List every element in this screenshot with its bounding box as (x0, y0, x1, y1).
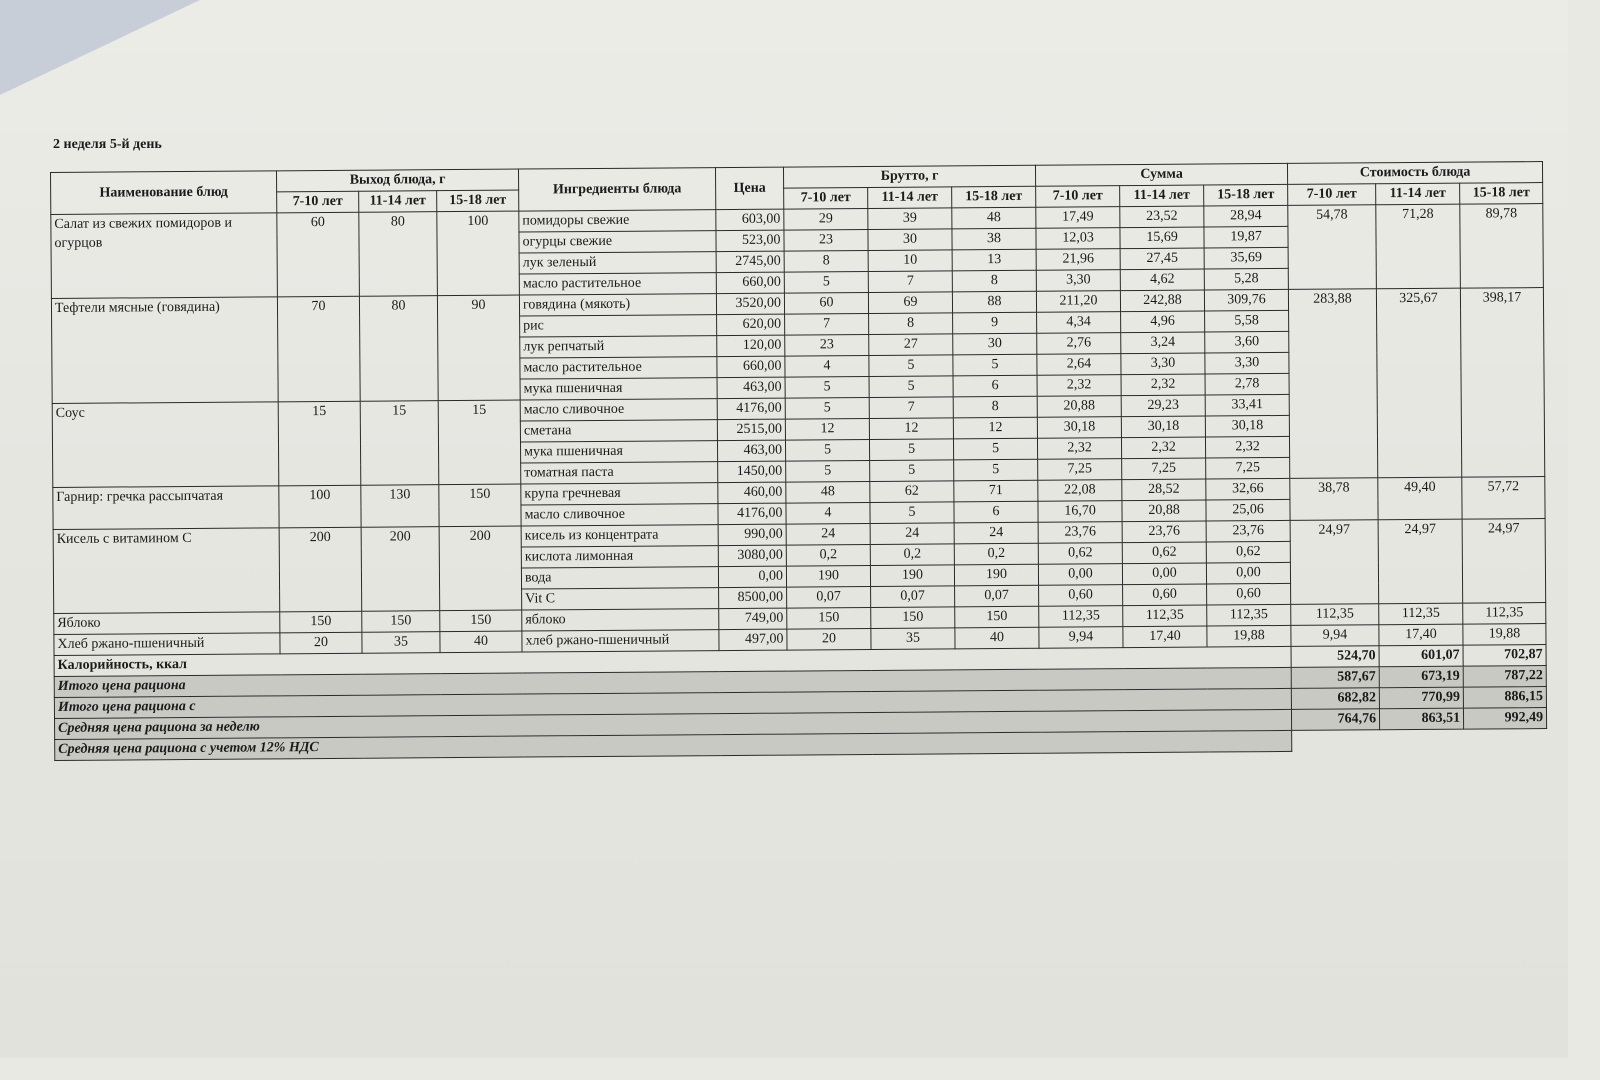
ingredient-brutto: 0,2 (870, 544, 954, 566)
ingredient-price: 460,00 (718, 482, 786, 503)
ingredient-name: кислота лимонная (521, 546, 718, 568)
ingredient-brutto: 5 (953, 354, 1037, 376)
header-age-yield-0: 7-10 лет (277, 191, 359, 213)
ingredient-price: 3080,00 (718, 545, 786, 566)
summary-value: 770,99 (1379, 687, 1463, 709)
ingredient-price: 463,00 (717, 377, 785, 398)
ingredient-sum: 23,76 (1038, 522, 1122, 544)
menu-table (50, 161, 1547, 761)
ingredient-brutto: 88 (952, 291, 1036, 313)
ingredient-price: 990,00 (718, 524, 786, 545)
dish-cost: 112,35 (1379, 603, 1463, 625)
ingredient-name: масло сливочное (520, 399, 717, 421)
summary-value: 886,15 (1463, 687, 1546, 709)
ingredient-price: 0,00 (718, 566, 786, 587)
header-age-yield-1: 11-14 лет (359, 191, 437, 213)
ingredient-sum: 3,24 (1121, 332, 1205, 354)
ingredient-brutto: 190 (870, 565, 954, 587)
summary-value: 601,07 (1379, 645, 1463, 667)
ingredient-price: 4176,00 (717, 398, 785, 419)
header-brutto: Брутто, г (783, 165, 1035, 188)
ingredient-brutto: 23 (784, 230, 868, 252)
ingredient-sum: 5,28 (1204, 268, 1288, 290)
ingredient-sum: 17,49 (1036, 207, 1120, 229)
ingredient-sum: 3,60 (1205, 331, 1289, 353)
ingredient-price: 749,00 (719, 608, 787, 629)
ingredient-brutto: 6 (953, 375, 1037, 397)
ingredient-sum: 3,30 (1036, 270, 1120, 292)
ingredient-brutto: 8 (952, 270, 1036, 292)
dish-yield: 200 (279, 527, 362, 612)
ingredient-price: 660,00 (717, 356, 785, 377)
ingredient-price: 497,00 (719, 629, 787, 650)
ingredient-sum: 20,88 (1037, 396, 1121, 418)
ingredient-sum: 2,64 (1037, 354, 1121, 376)
ingredient-sum: 112,35 (1039, 606, 1123, 628)
menu-sheet (50, 161, 1547, 761)
ingredient-brutto: 13 (952, 249, 1036, 271)
ingredient-name: масло растительное (519, 273, 716, 295)
summary-value: 682,82 (1291, 688, 1379, 710)
ingredient-sum: 23,52 (1120, 206, 1204, 228)
dish-cost: 89,78 (1460, 204, 1544, 289)
ingredient-sum: 0,00 (1122, 563, 1206, 585)
ingredient-sum: 20,88 (1122, 500, 1206, 522)
ingredient-sum: 7,25 (1206, 457, 1290, 479)
dish-cost: 112,35 (1291, 604, 1379, 626)
ingredient-sum: 2,32 (1121, 374, 1205, 396)
ingredient-brutto: 8 (784, 251, 868, 273)
ingredient-brutto: 5 (869, 439, 953, 461)
dish-cost: 49,40 (1378, 477, 1462, 520)
dish-cost: 112,35 (1463, 603, 1546, 625)
dish-cost: 398,17 (1460, 288, 1544, 478)
ingredient-sum: 0,60 (1039, 585, 1123, 607)
ingredient-sum: 30,18 (1121, 416, 1205, 438)
header-age-brutto-0: 7-10 лет (784, 188, 868, 210)
dish-yield: 15 (278, 401, 361, 486)
dish-cost: 19,88 (1463, 624, 1546, 646)
ingredient-sum: 2,32 (1037, 375, 1121, 397)
ingredient-brutto: 12 (785, 419, 869, 441)
ingredient-name: яблоко (522, 609, 719, 631)
dish-yield: 60 (277, 212, 360, 297)
ingredient-sum: 35,69 (1204, 247, 1288, 269)
ingredient-brutto: 5 (870, 502, 954, 524)
ingredient-sum: 2,76 (1037, 333, 1121, 355)
dish-cost: 24,97 (1378, 519, 1463, 604)
ingredient-price: 523,00 (716, 230, 784, 251)
ingredient-price: 8500,00 (719, 587, 787, 608)
dish-cost: 57,72 (1462, 477, 1545, 520)
ingredient-name: сметана (520, 420, 717, 442)
summary-label: Итого цена рациона (54, 667, 1291, 697)
ingredient-brutto: 48 (786, 481, 870, 503)
ingredient-name: лук репчатый (520, 336, 717, 358)
ingredient-sum: 0,62 (1122, 542, 1206, 564)
dish-yield: 90 (437, 295, 520, 401)
header-age-yield-2: 15-18 лет (437, 190, 519, 212)
ingredient-brutto: 150 (787, 607, 871, 629)
ingredient-sum: 28,52 (1122, 479, 1206, 501)
dish-cost: 9,94 (1291, 625, 1379, 647)
ingredient-brutto: 39 (868, 208, 952, 230)
dish-cost: 24,97 (1290, 520, 1379, 605)
ingredient-price: 463,00 (718, 440, 786, 461)
dish-yield: 100 (279, 485, 361, 528)
ingredient-sum: 211,20 (1036, 291, 1120, 313)
header-age-cost-2: 15-18 лет (1460, 183, 1543, 205)
dish-yield: 15 (360, 401, 439, 486)
ingredient-brutto: 5 (785, 398, 869, 420)
dish-name: Хлеб ржано-пшеничный (54, 633, 280, 656)
summary-value: 524,70 (1291, 646, 1379, 668)
ingredient-brutto: 24 (786, 523, 870, 545)
summary-value: 587,67 (1291, 667, 1379, 689)
dish-name: Соус (52, 402, 279, 488)
ingredient-sum: 2,32 (1122, 437, 1206, 459)
ingredient-sum: 4,96 (1121, 311, 1205, 333)
dish-name: Тефтели мясные (говядина) (51, 297, 278, 404)
ingredient-brutto: 150 (955, 606, 1039, 628)
header-cost: Стоимость блюда (1288, 162, 1543, 185)
ingredient-brutto: 4 (786, 502, 870, 524)
ingredient-brutto: 5 (786, 460, 870, 482)
ingredient-name: мука пшеничная (521, 441, 718, 463)
ingredient-price: 4176,00 (718, 503, 786, 524)
ingredient-brutto: 9 (953, 312, 1037, 334)
ingredient-sum: 7,25 (1038, 459, 1122, 481)
ingredient-brutto: 71 (954, 480, 1038, 502)
ingredient-price: 2515,00 (717, 419, 785, 440)
dish-yield: 150 (440, 610, 522, 632)
ingredient-price: 603,00 (716, 209, 784, 230)
ingredient-brutto: 40 (955, 627, 1039, 649)
summary-label: Калорийность, ккал (54, 646, 1291, 676)
dish-cost: 17,40 (1379, 624, 1463, 646)
ingredient-sum: 27,45 (1120, 248, 1204, 270)
ingredient-sum: 0,00 (1038, 564, 1122, 586)
ingredient-brutto: 35 (871, 628, 955, 650)
dish-yield: 80 (359, 296, 438, 402)
ingredient-brutto: 30 (953, 333, 1037, 355)
ingredient-brutto: 4 (785, 356, 869, 378)
ingredient-name: томатная паста (521, 462, 718, 484)
ingredient-brutto: 5 (870, 460, 954, 482)
ingredient-brutto: 38 (952, 228, 1036, 250)
ingredient-name: Vit C (522, 588, 719, 610)
ingredient-brutto: 60 (784, 293, 868, 315)
header-dish-name: Наименование блюд (51, 171, 277, 215)
ingredient-brutto: 5 (869, 355, 953, 377)
ingredient-name: кисель из концентрата (521, 525, 718, 547)
ingredient-name: говядина (мякоть) (519, 294, 716, 316)
ingredient-price: 3520,00 (716, 293, 784, 314)
ingredient-sum: 4,62 (1120, 269, 1204, 291)
ingredient-sum: 112,35 (1207, 604, 1291, 626)
dish-yield: 70 (277, 296, 360, 402)
ingredient-brutto: 5 (953, 438, 1037, 460)
ingredient-sum: 0,60 (1207, 583, 1291, 605)
ingredient-sum: 23,76 (1122, 521, 1206, 543)
ingredient-sum: 2,32 (1038, 438, 1122, 460)
ingredient-sum: 3,30 (1121, 353, 1205, 375)
menu-body (51, 204, 1547, 761)
ingredient-price: 660,00 (716, 272, 784, 293)
ingredient-brutto: 7 (785, 314, 869, 336)
header-age-cost-1: 11-14 лет (1376, 183, 1460, 205)
ingredient-brutto: 6 (954, 501, 1038, 523)
ingredient-sum: 5,58 (1205, 310, 1289, 332)
ingredient-sum: 29,23 (1121, 395, 1205, 417)
ingredient-brutto: 69 (868, 292, 952, 314)
dish-yield: 130 (361, 485, 439, 528)
dish-cost: 38,78 (1290, 478, 1378, 521)
ingredient-sum: 17,40 (1123, 626, 1207, 648)
ingredient-brutto: 48 (952, 207, 1036, 229)
ingredient-name: вода (521, 567, 718, 589)
dish-yield: 20 (280, 632, 362, 654)
ingredient-price: 120,00 (717, 335, 785, 356)
ingredient-sum: 19,87 (1204, 226, 1288, 248)
dish-name: Кисель с витамином С (53, 528, 280, 614)
summary-label: Средняя цена рациона за неделю (55, 709, 1292, 739)
header-age-cost-0: 7-10 лет (1288, 184, 1376, 206)
ingredient-sum: 19,88 (1207, 625, 1291, 647)
dish-yield: 150 (280, 611, 362, 633)
dish-name: Яблоко (54, 612, 280, 635)
ingredient-sum: 242,88 (1120, 290, 1204, 312)
ingredient-sum: 30,18 (1205, 415, 1289, 437)
summary-label: Средняя цена рациона с учетом 12% НДС (55, 730, 1292, 760)
dish-yield: 15 (438, 400, 521, 485)
header-age-brutto-2: 15-18 лет (952, 186, 1036, 208)
dish-yield: 200 (361, 527, 440, 612)
ingredient-name: масло сливочное (521, 504, 718, 526)
dish-cost: 24,97 (1462, 519, 1546, 604)
summary-value: 702,87 (1463, 645, 1546, 667)
ingredient-sum: 28,94 (1204, 205, 1288, 227)
ingredient-brutto: 0,2 (786, 544, 870, 566)
ingredient-brutto: 7 (869, 397, 953, 419)
dish-yield: 100 (437, 211, 520, 296)
dish-name: Гарнир: гречка рассыпчатая (53, 486, 279, 530)
ingredient-brutto: 27 (869, 334, 953, 356)
ingredient-brutto: 10 (868, 250, 952, 272)
header-age-brutto-1: 11-14 лет (868, 187, 952, 209)
ingredient-sum: 21,96 (1036, 249, 1120, 271)
ingredient-brutto: 5 (869, 376, 953, 398)
ingredient-brutto: 62 (870, 481, 954, 503)
ingredient-brutto: 0,07 (787, 586, 871, 608)
ingredient-brutto: 7 (868, 271, 952, 293)
ingredient-sum: 33,41 (1205, 394, 1289, 416)
ingredient-name: огурцы свежие (519, 231, 716, 253)
ingredient-brutto: 5 (785, 377, 869, 399)
ingredient-brutto: 0,07 (871, 586, 955, 608)
ingredient-name: лук зеленый (519, 252, 716, 274)
ingredient-brutto: 24 (870, 523, 954, 545)
ingredient-sum: 32,66 (1206, 478, 1290, 500)
ingredient-brutto: 5 (954, 459, 1038, 481)
header-age-sum-0: 7-10 лет (1036, 186, 1120, 208)
ingredient-brutto: 8 (869, 313, 953, 335)
ingredient-sum: 23,76 (1206, 520, 1290, 542)
dish-yield: 80 (359, 212, 438, 297)
ingredient-brutto: 30 (868, 229, 952, 251)
ingredient-sum: 9,94 (1039, 627, 1123, 649)
ingredient-brutto: 20 (787, 628, 871, 650)
ingredient-sum: 0,60 (1123, 584, 1207, 606)
header-price: Цена (716, 167, 784, 209)
ingredient-name: крупа гречневая (521, 483, 718, 505)
dish-yield: 150 (362, 611, 440, 633)
ingredient-name: хлеб ржано-пшеничный (522, 630, 719, 652)
ingredient-sum: 4,34 (1037, 312, 1121, 334)
ingredient-brutto: 190 (954, 564, 1038, 586)
ingredient-price: 2745,00 (716, 251, 784, 272)
ingredient-price: 1450,00 (718, 461, 786, 482)
ingredient-sum: 22,08 (1038, 480, 1122, 502)
dish-yield: 200 (439, 526, 522, 611)
ingredient-sum: 15,69 (1120, 227, 1204, 249)
page-corner (0, 0, 200, 95)
summary-value: 764,76 (1292, 709, 1380, 731)
ingredient-name: мука пшеничная (520, 378, 717, 400)
day-title: 2 неделя 5-й день (53, 137, 162, 152)
dish-cost: 283,88 (1288, 289, 1377, 479)
ingredient-brutto: 24 (954, 522, 1038, 544)
ingredient-sum: 25,06 (1206, 499, 1290, 521)
ingredient-price: 620,00 (717, 314, 785, 335)
ingredient-name: рис (520, 315, 717, 337)
ingredient-sum: 0,00 (1206, 562, 1290, 584)
ingredient-sum: 309,76 (1204, 289, 1288, 311)
ingredient-brutto: 190 (786, 565, 870, 587)
ingredient-sum: 112,35 (1123, 605, 1207, 627)
ingredient-sum: 0,62 (1038, 543, 1122, 565)
ingredient-brutto: 29 (784, 209, 868, 231)
ingredient-brutto: 5 (786, 440, 870, 462)
ingredient-brutto: 23 (785, 335, 869, 357)
ingredient-brutto: 150 (871, 607, 955, 629)
summary-value: 992,49 (1464, 708, 1547, 730)
dish-yield: 150 (439, 484, 521, 527)
ingredient-brutto: 0,07 (955, 585, 1039, 607)
summary-label: Итого цена рациона с (54, 688, 1291, 718)
header-age-sum-1: 11-14 лет (1120, 185, 1204, 207)
ingredient-brutto: 8 (953, 396, 1037, 418)
ingredient-sum: 0,62 (1206, 541, 1290, 563)
ingredient-sum: 3,30 (1205, 352, 1289, 374)
header-sum: Сумма (1036, 163, 1288, 186)
ingredient-brutto: 12 (953, 417, 1037, 439)
ingredient-name: помидоры свежие (519, 210, 716, 232)
dish-cost: 54,78 (1288, 205, 1377, 290)
header-age-sum-2: 15-18 лет (1204, 184, 1288, 206)
ingredient-brutto: 0,2 (954, 543, 1038, 565)
dish-cost: 71,28 (1376, 204, 1461, 289)
ingredient-brutto: 5 (784, 272, 868, 294)
summary-value: 787,22 (1463, 666, 1546, 688)
ingredient-sum: 2,32 (1206, 436, 1290, 458)
summary-value: 863,51 (1380, 708, 1464, 730)
ingredient-sum: 16,70 (1038, 501, 1122, 523)
summary-value: 673,19 (1379, 666, 1463, 688)
ingredient-sum: 12,03 (1036, 228, 1120, 250)
dish-yield: 35 (362, 632, 440, 654)
dish-yield: 40 (440, 631, 522, 653)
ingredient-sum: 2,78 (1205, 373, 1289, 395)
dish-name: Салат из свежих помидоров и огурцов (51, 213, 278, 299)
ingredient-sum: 30,18 (1037, 417, 1121, 439)
ingredient-name: масло растительное (520, 357, 717, 379)
ingredient-sum: 7,25 (1122, 458, 1206, 480)
header-ingredients: Ингредиенты блюда (519, 168, 716, 211)
ingredient-brutto: 12 (869, 418, 953, 440)
header-yield: Выход блюда, г (276, 169, 518, 192)
dish-cost: 325,67 (1376, 288, 1461, 478)
